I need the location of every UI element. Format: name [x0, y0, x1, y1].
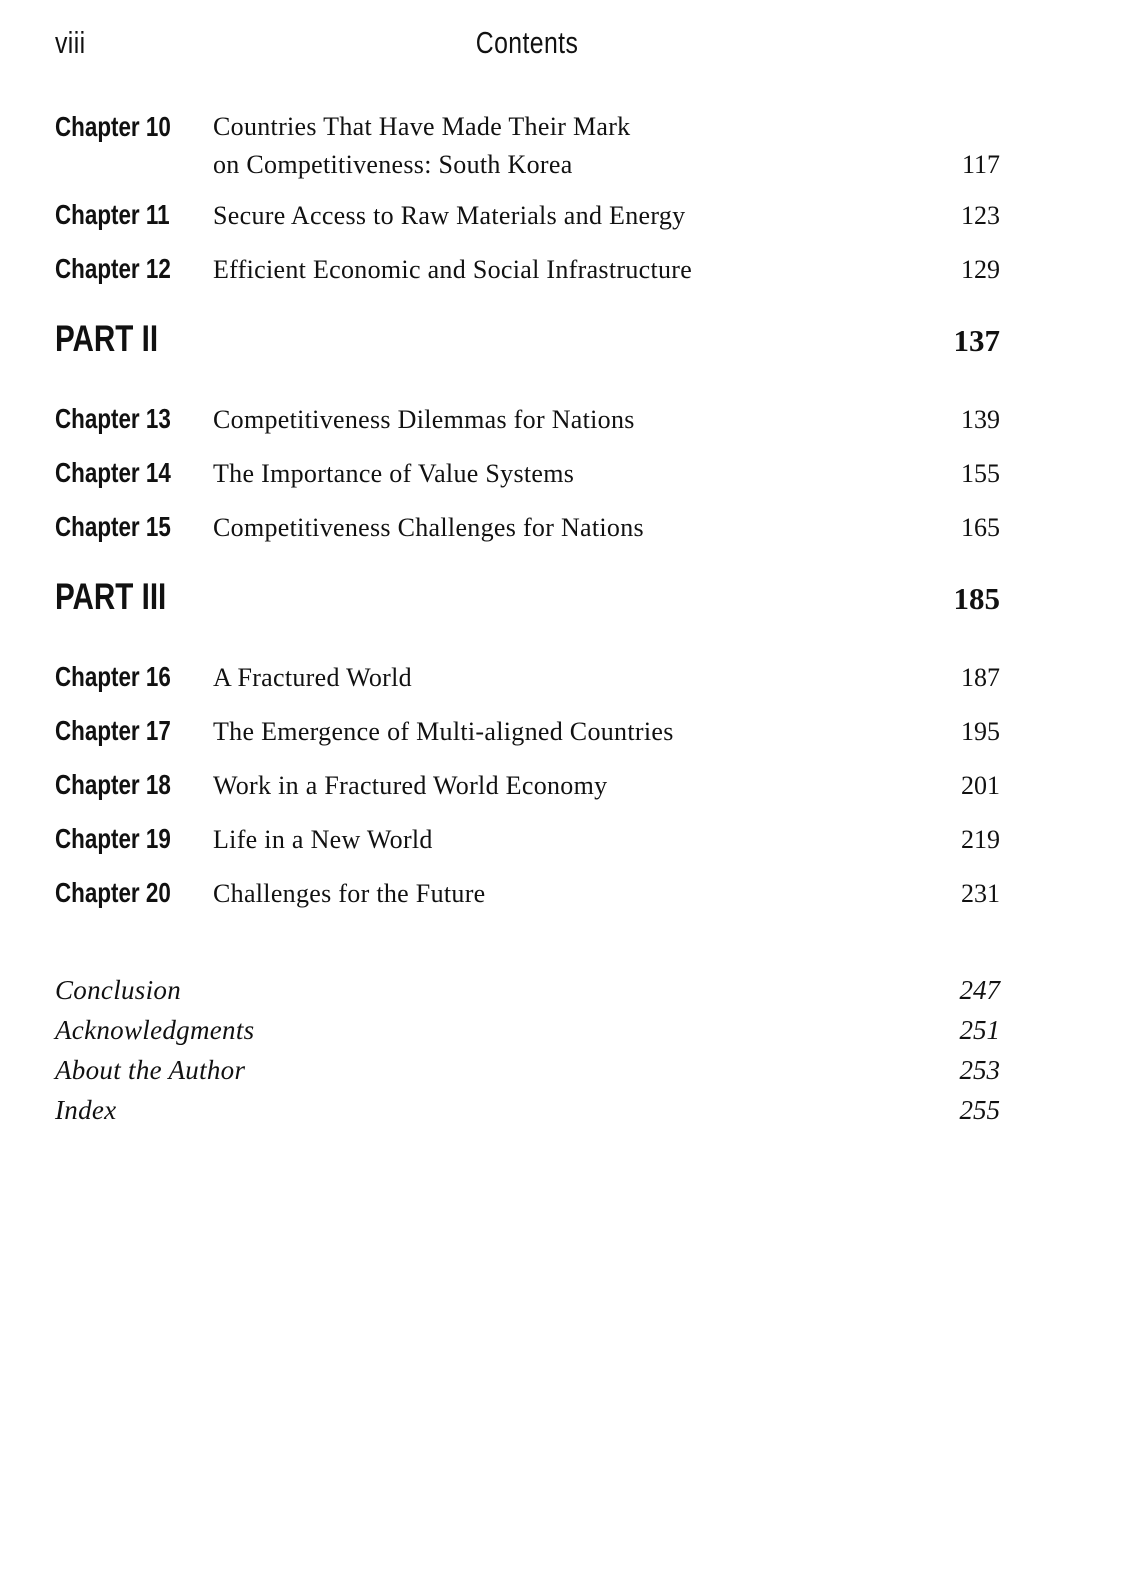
- back-matter-title: About the Author: [55, 1055, 246, 1085]
- chapter-label: Chapter 14: [55, 457, 171, 488]
- back-matter-title: Index: [55, 1095, 117, 1125]
- page-number: 155: [961, 459, 1000, 488]
- page-number: 231: [961, 879, 1000, 908]
- page-number: 247: [959, 975, 1000, 1005]
- chapter-label: Chapter 15: [55, 511, 171, 542]
- page-number: 165: [961, 513, 1000, 542]
- chapter-label: Chapter 19: [55, 823, 171, 854]
- back-matter-entry-conclusion: [55, 977, 1000, 1003]
- page-header: [55, 26, 1000, 60]
- part-label: PART II: [55, 318, 159, 359]
- chapter-label: Chapter 12: [55, 253, 171, 284]
- page-number: 255: [959, 1095, 1000, 1125]
- chapter-title: Countries That Have Made Their Mark on Competitiveness: South Korea: [213, 112, 631, 179]
- back-matter-title: Acknowledgments: [55, 1015, 255, 1045]
- chapter-label: Chapter 17: [55, 715, 171, 746]
- chapter-title: Competitiveness Dilemmas for Nations: [213, 405, 635, 434]
- back-matter-entry-about-the-author: [55, 1057, 1000, 1083]
- table-of-contents: [55, 108, 1000, 907]
- toc-entry-chapter-19: [55, 823, 1000, 854]
- chapter-title: A Fractured World: [213, 663, 412, 692]
- chapter-title: Challenges for the Future: [213, 879, 486, 908]
- toc-entry-chapter-16: [55, 661, 1000, 692]
- page-number: 139: [961, 405, 1000, 434]
- chapter-label: Chapter 16: [55, 661, 171, 692]
- page-number: 195: [961, 717, 1000, 746]
- chapter-title: Efficient Economic and Social Infrastructure: [213, 255, 693, 284]
- page-number: 137: [953, 323, 1000, 358]
- chapter-title: Competitiveness Challenges for Nations: [213, 513, 644, 542]
- page-number: 123: [961, 201, 1000, 230]
- toc-part-3-heading: [55, 577, 1000, 619]
- chapter-label: Chapter 20: [55, 877, 171, 908]
- chapter-title: Work in a Fractured World Economy: [213, 771, 608, 800]
- chapter-label: Chapter 18: [55, 769, 171, 800]
- page-number: 129: [961, 255, 1000, 284]
- page-number: 253: [959, 1055, 1000, 1085]
- chapter-title: Secure Access to Raw Materials and Energy: [213, 201, 686, 230]
- toc-entry-chapter-20: [55, 877, 1000, 908]
- page-number: 251: [959, 1015, 1000, 1045]
- page-number: 201: [961, 771, 1000, 800]
- back-matter-title: Conclusion: [55, 975, 182, 1005]
- chapter-title: Life in a New World: [213, 825, 433, 854]
- toc-part-2-heading: [55, 319, 1000, 361]
- toc-entry-chapter-13: [55, 403, 1000, 434]
- toc-entry-chapter-10: [55, 108, 1000, 184]
- back-matter-list: [55, 977, 1000, 1123]
- chapter-label: Chapter 13: [55, 403, 171, 434]
- toc-entry-chapter-14: [55, 457, 1000, 488]
- toc-entry-chapter-11: [55, 199, 1000, 230]
- chapter-title: The Emergence of Multi-aligned Countries: [213, 717, 674, 746]
- part-label: PART III: [55, 576, 167, 617]
- chapter-label: Chapter 10: [55, 111, 171, 142]
- back-matter-entry-acknowledgments: [55, 1017, 1000, 1043]
- toc-entry-chapter-17: [55, 715, 1000, 746]
- chapter-label: Chapter 11: [55, 199, 170, 230]
- back-matter-entry-index: [55, 1097, 1000, 1123]
- page-title: Contents: [476, 25, 579, 60]
- toc-entry-chapter-18: [55, 769, 1000, 800]
- page-number: 219: [961, 825, 1000, 854]
- chapter-title: The Importance of Value Systems: [213, 459, 575, 488]
- toc-entry-chapter-15: [55, 511, 1000, 542]
- folio-page-number: viii: [55, 25, 86, 60]
- toc-entry-chapter-12: [55, 253, 1000, 284]
- page-number: 117: [961, 150, 1000, 179]
- page-number: 187: [961, 663, 1000, 692]
- page-number: 185: [953, 581, 1000, 616]
